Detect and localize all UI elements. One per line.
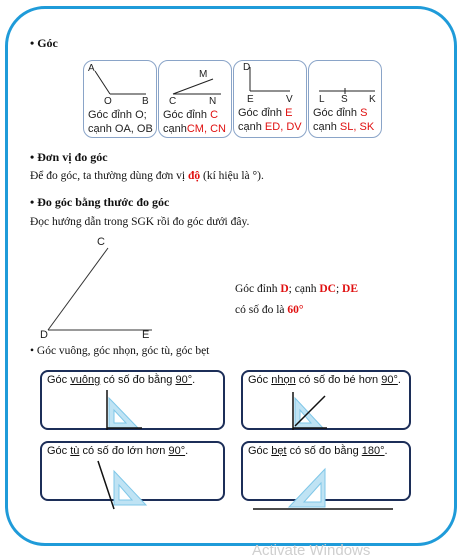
angle-dcde-diagram: [34, 236, 174, 346]
point-m-label: M: [199, 69, 208, 80]
straight-angle-box: [241, 441, 411, 501]
answer-line-2: có số đo là 60°: [235, 304, 304, 316]
section-do-goc-text: Đọc hướng dẫn trong SGK rồi đo góc dưới đây.: [30, 216, 250, 228]
point-k-label: K: [369, 94, 376, 105]
point-a-label: A: [88, 63, 95, 74]
angle-c-drawing: [159, 61, 233, 101]
straight-angle-drawing: [243, 443, 413, 513]
point-e-label: E: [142, 329, 150, 341]
section-do-goc-heading: • Đo góc bằng thước đo góc: [30, 195, 170, 209]
box-title: Góc bẹt có số đo bằng 180°.: [248, 445, 388, 457]
angle-card-o: [83, 60, 157, 138]
point-s-label: S: [341, 94, 348, 105]
card-label: Góc đỉnh C cạnhCM, CN: [163, 109, 226, 135]
point-c-label: C: [97, 236, 105, 248]
acute-angle-drawing: [243, 372, 413, 432]
point-d-label: D: [243, 62, 251, 73]
box-title: Góc tù có số đo lớn hơn 90°.: [47, 445, 189, 457]
angle-card-e: [233, 60, 307, 138]
angle-card-s: [308, 60, 382, 138]
point-o-label: O: [104, 96, 112, 107]
angle-o-drawing: [84, 61, 158, 101]
acute-angle-box: [241, 370, 411, 430]
activate-windows-watermark: Activate Windows: [252, 542, 371, 559]
section-don-vi-heading: • Đơn vị đo góc: [30, 150, 108, 164]
point-d-label: D: [40, 329, 48, 341]
angle-card-c: [158, 60, 232, 138]
point-n-label: N: [209, 96, 217, 107]
point-b-label: B: [142, 96, 149, 107]
card-label: Góc đỉnh O; cạnh OA, OB: [88, 109, 153, 135]
box-title: Góc vuông có số đo bằng 90°.: [47, 374, 196, 386]
box-title: Góc nhọn có số đo bé hơn 90°.: [248, 374, 401, 386]
right-angle-drawing: [42, 372, 227, 432]
obtuse-angle-box: [40, 441, 225, 501]
card-label: Góc đỉnh S cạnh SL, SK: [313, 107, 375, 133]
obtuse-angle-drawing: [42, 443, 227, 513]
section-goc-heading: • Góc: [30, 36, 58, 50]
section-types-heading: • Góc vuông, góc nhọn, góc tù, góc bẹt: [30, 345, 210, 357]
point-c-label: C: [169, 96, 177, 107]
point-v-label: V: [286, 94, 293, 105]
point-e-label: E: [247, 94, 254, 105]
right-angle-box: [40, 370, 225, 430]
point-l-label: L: [319, 94, 325, 105]
section-don-vi-text: Để đo góc, ta thường dùng đơn vị độ (kí hiệu là °).: [30, 170, 264, 182]
card-label: Góc đỉnh E cạnh ED, DV: [238, 107, 302, 133]
answer-line-1: Góc đỉnh D; cạnh DC; DE: [235, 283, 359, 295]
